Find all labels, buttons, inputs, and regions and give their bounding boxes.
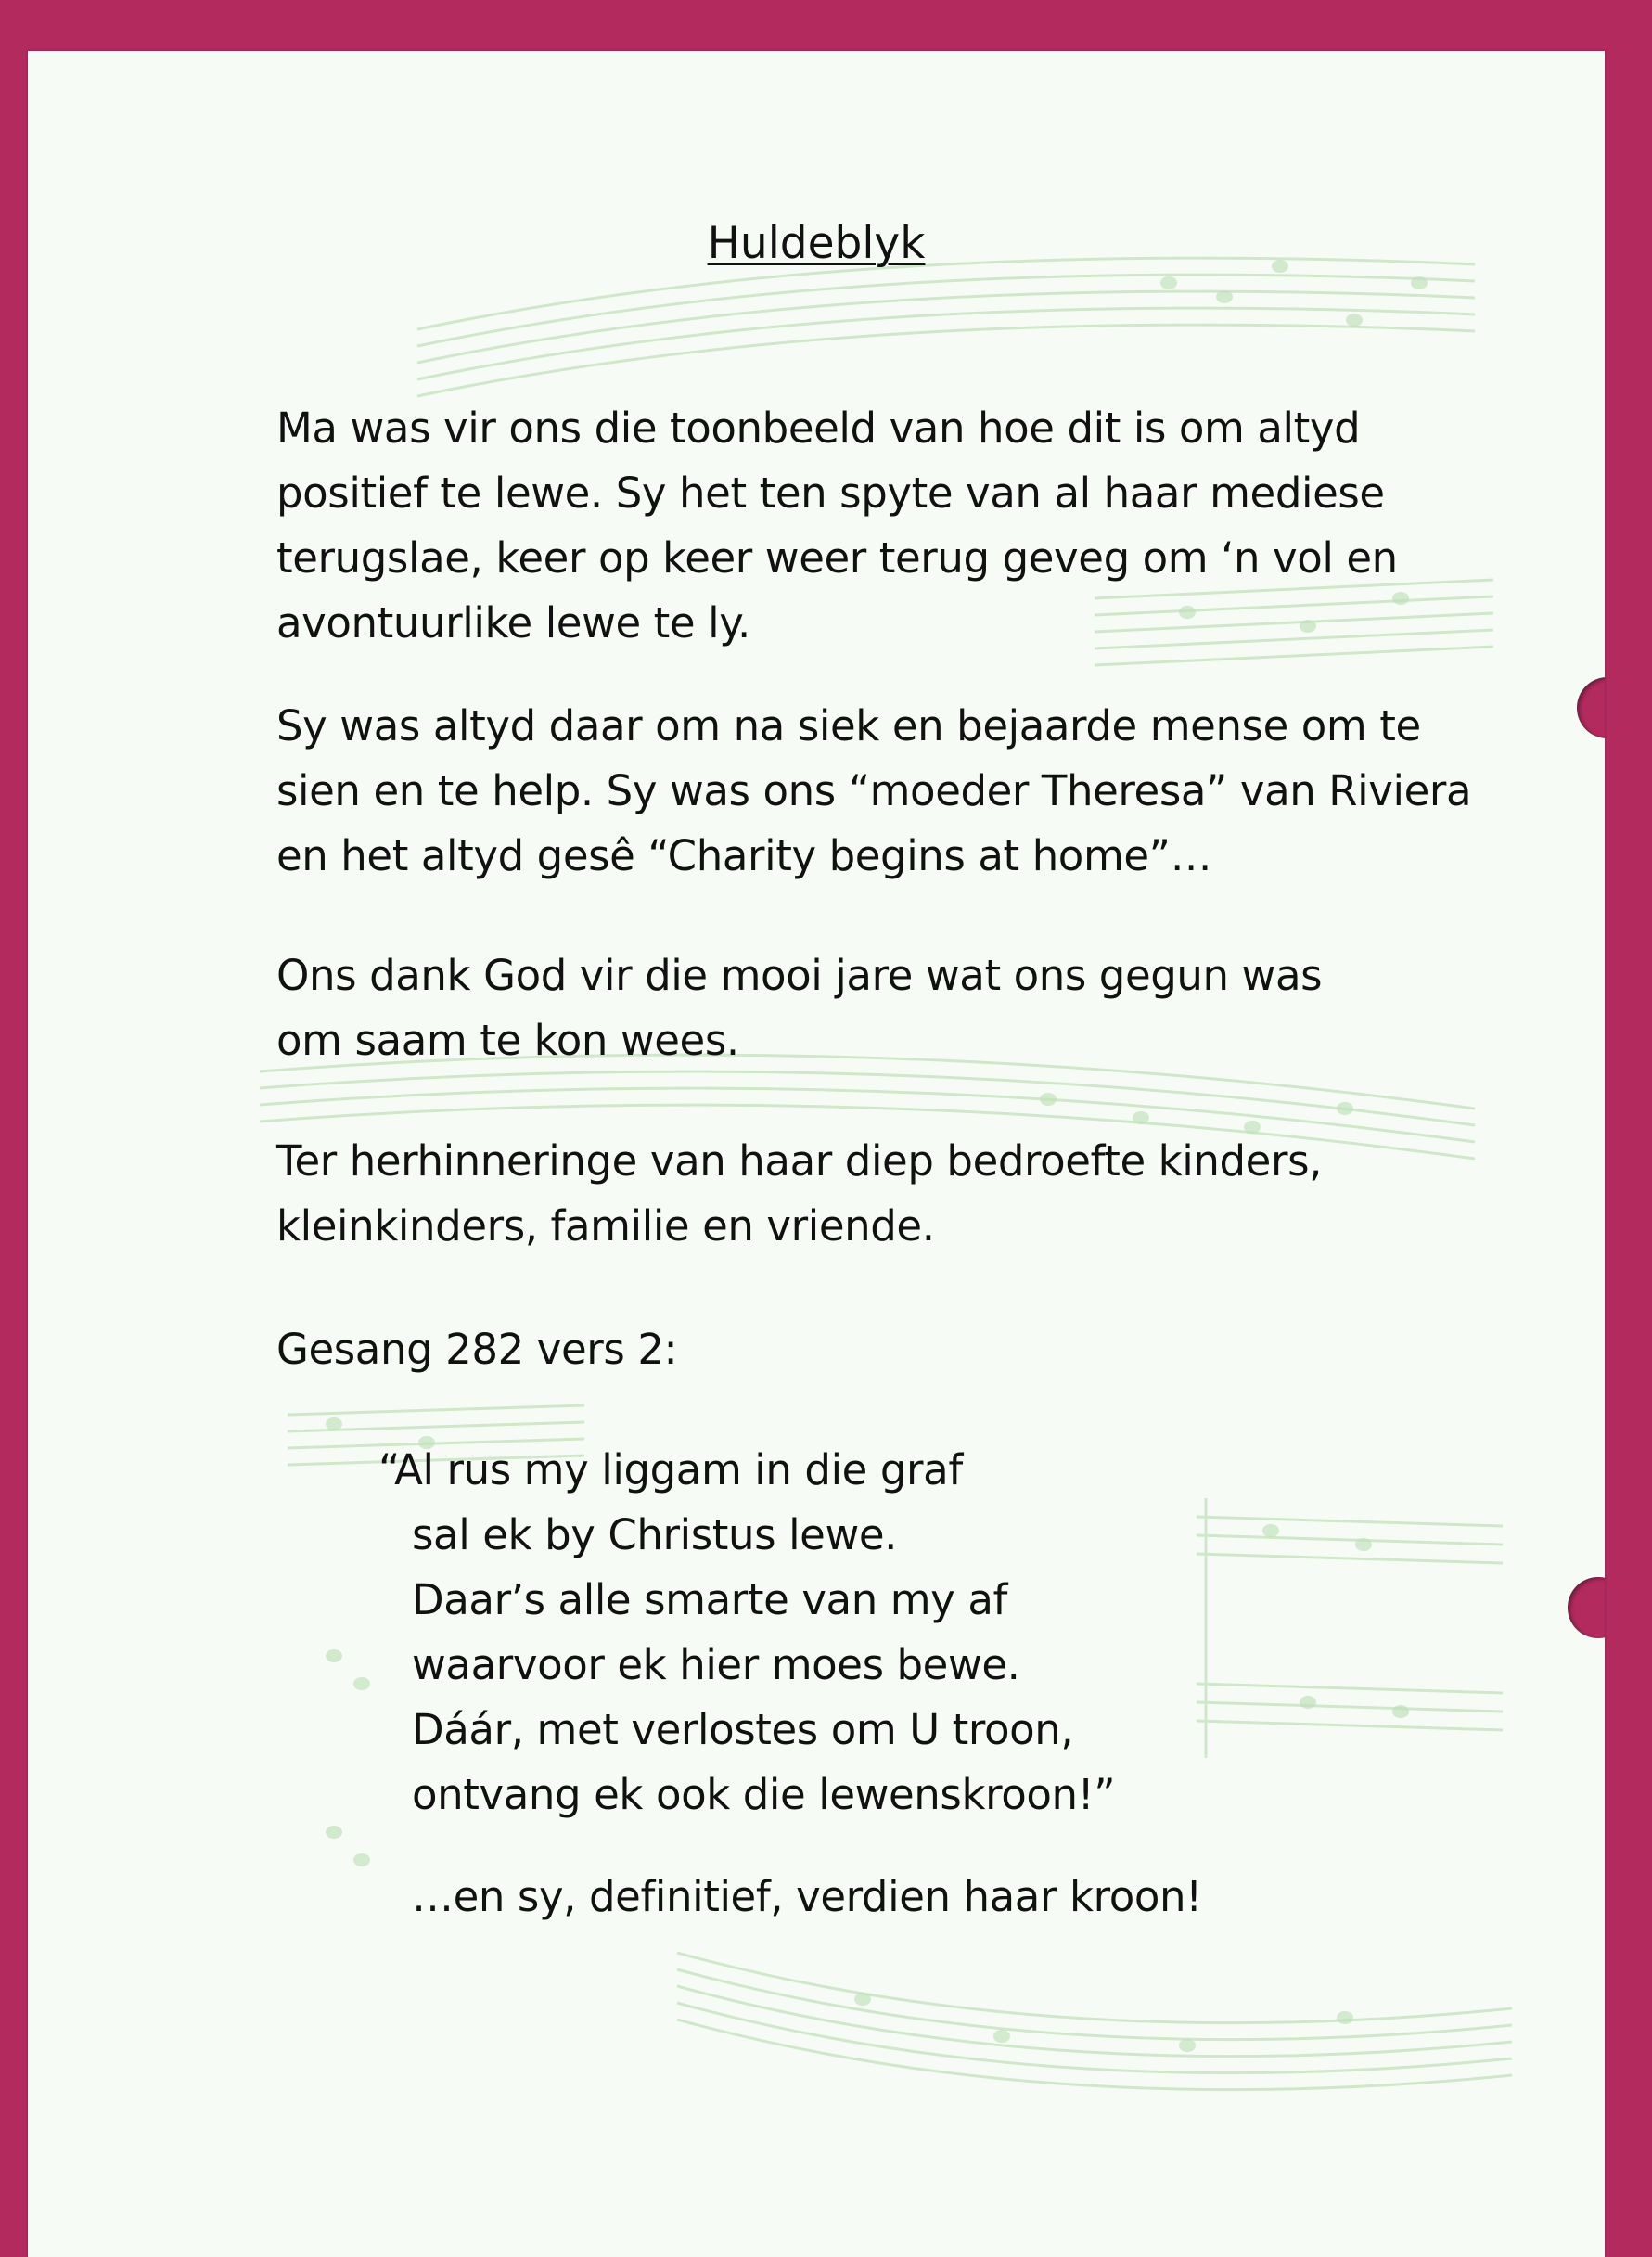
verse-line: Dáár, met verlostes om U troon, (412, 1705, 1074, 1754)
paragraph-1 (276, 396, 1594, 656)
paper-sheet (28, 51, 1605, 2257)
verse-line: sal ek by Christus lewe. (412, 1510, 898, 1559)
paragraph-4 (276, 1129, 1594, 1259)
text-line: positief te lewe. Sy het ten spyte van al haar mediese (276, 468, 1385, 518)
text-line: om saam te kon wees. (276, 1016, 739, 1065)
text-line: Ons dank God vir die mooi jare wat ons gegun was (276, 951, 1323, 1000)
text-line: Ter herhinneringe van haar diep bedroefte kinders, (276, 1136, 1323, 1186)
paragraph-2 (276, 694, 1594, 889)
tribute-text (28, 51, 1605, 2257)
page-title: Huldeblyk (707, 218, 926, 269)
text-line: kleinkinders, familie en vriende. (276, 1201, 935, 1250)
text-line: avontuurlike lewe te ly. (276, 598, 750, 648)
text-line: terugslae, keer op keer weer terug geveg om ‘n vol en (276, 533, 1398, 583)
hymn-reference (276, 1317, 1594, 1382)
text-line: Ma was vir ons die toonbeeld van hoe dit is om altyd (276, 404, 1361, 453)
hymn-verse (378, 1438, 1115, 1827)
verse-line: Daar’s alle smarte van my af (412, 1575, 1007, 1624)
verse-line: waarvoor ek hier moes bewe. (412, 1640, 1020, 1689)
paragraph-3 (276, 943, 1594, 1073)
text-line: Sy was altyd daar om na siek en bejaarde mense om te (276, 701, 1421, 750)
verse-line: ontvang ek ook die lewenskroon!” (412, 1770, 1116, 1819)
text-line: sien en te help. Sy was ons “moeder Theresa” van Riviera (276, 766, 1472, 815)
text-line: Gesang 282 vers 2: (276, 1325, 678, 1374)
closing-line: …en sy, definitief, verdien haar kroon! (412, 1872, 1202, 1921)
verse-line: “Al rus my liggam in die graf (378, 1445, 963, 1494)
text-line: en het altyd gesê “Charity begins at home”… (276, 831, 1212, 880)
